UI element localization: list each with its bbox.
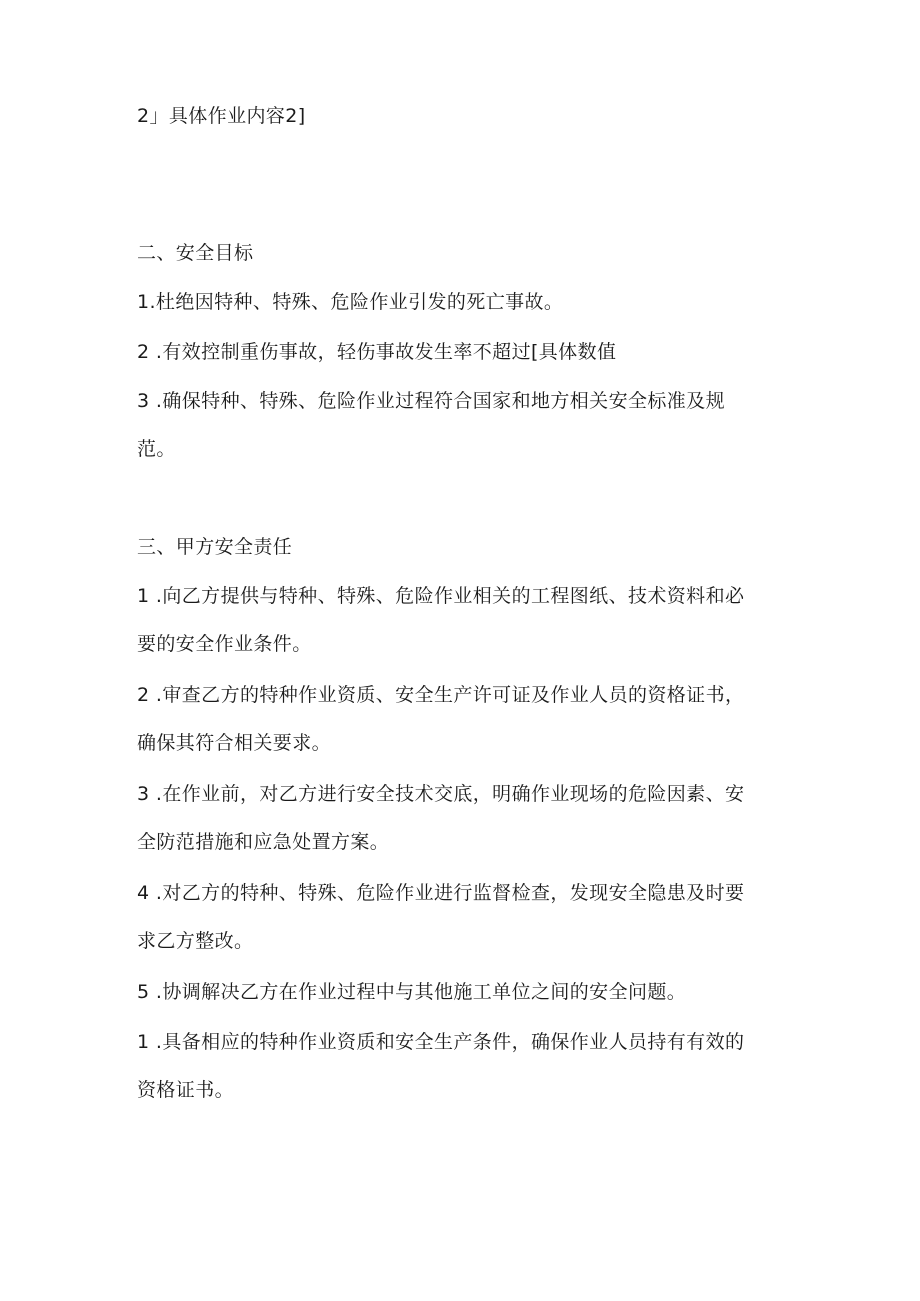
section-3-item-3-line-1: 3 .在作业前，对乙方进行安全技术交底，明确作业现场的危险因素、安 — [137, 783, 745, 805]
section-3-item-5: 5 .协调解决乙方在作业过程中与其他施工单位之间的安全问题。 — [137, 981, 687, 1003]
section-3-item-6-line-1: 1 .具备相应的特种作业资质和安全生产条件，确保作业人员持有有效的 — [137, 1031, 745, 1053]
section-2-item-3-line-2: 范。 — [137, 438, 176, 460]
section-3-item-6-line-2: 资格证书。 — [137, 1079, 235, 1101]
section-3-item-2-line-2: 确保其符合相关要求。 — [137, 732, 332, 754]
section-2-item-3-line-1: 3 .确保特种、特殊、危险作业过程符合国家和地方相关安全标准及规 — [137, 390, 725, 412]
section-3-item-2-line-1: 2 .审查乙方的特种作业资质、安全生产许可证及作业人员的资格证书， — [137, 684, 745, 706]
section-3-item-4-line-2: 求乙方整改。 — [137, 930, 254, 952]
top-item: 2」具体作业内容2] — [137, 105, 306, 127]
section-2-item-1: 1.杜绝因特种、特殊、危险作业引发的死亡事故。 — [137, 291, 564, 313]
section-2-item-2: 2 .有效控制重伤事故，轻伤事故发生率不超过[具体数值 — [137, 341, 617, 363]
section-3-item-1-line-1: 1 .向乙方提供与特种、特殊、危险作业相关的工程图纸、技术资料和必 — [137, 585, 745, 607]
section-3-item-3-line-2: 全防范措施和应急处置方案。 — [137, 831, 390, 853]
section-3-heading: 三、甲方安全责任 — [137, 536, 293, 558]
section-3-item-1-line-2: 要的安全作业条件。 — [137, 633, 312, 655]
section-3-item-4-line-1: 4 .对乙方的特种、特殊、危险作业进行监督检查，发现安全隐患及时要 — [137, 882, 745, 904]
section-2-heading: 二、安全目标 — [137, 242, 254, 264]
